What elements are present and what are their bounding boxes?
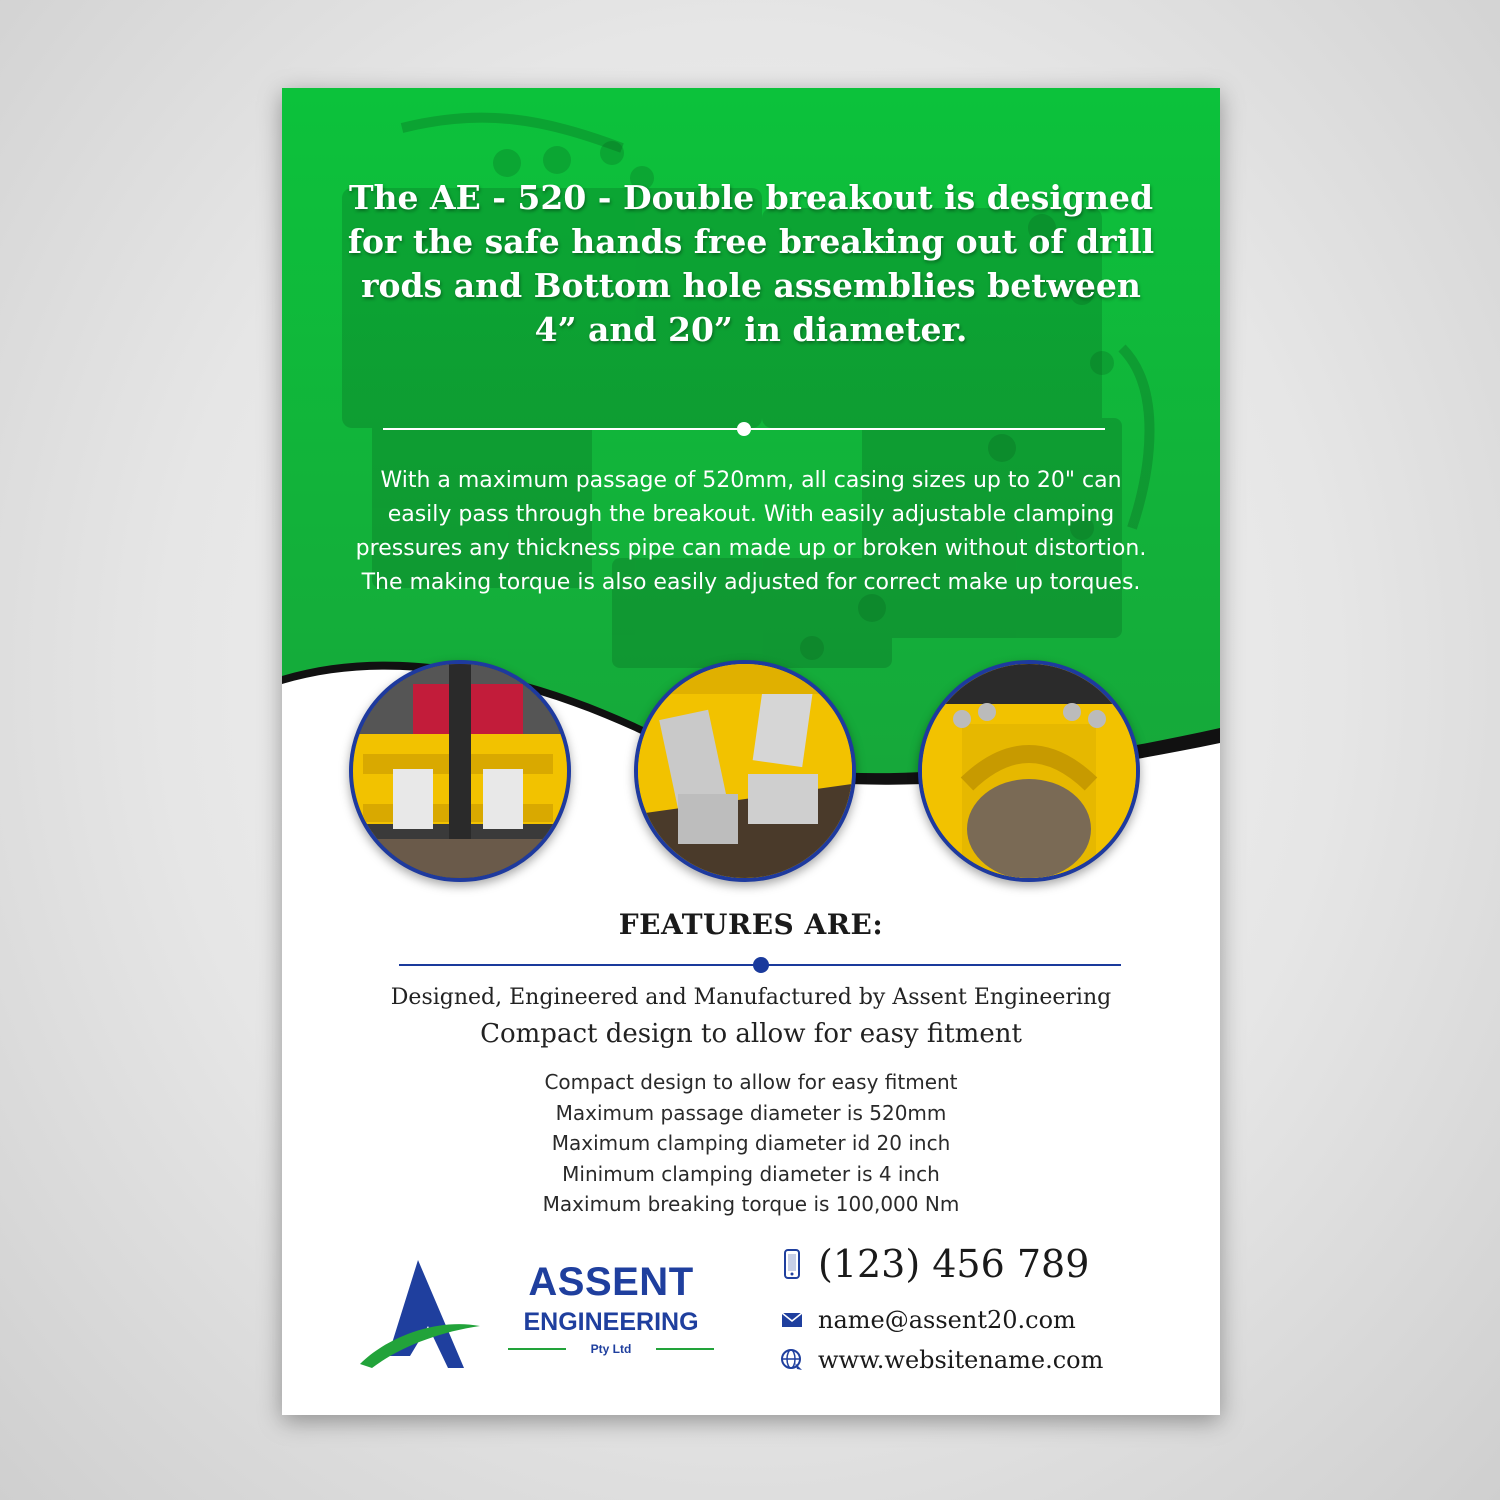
mobile-phone-icon [778,1249,806,1279]
website-url: www.websitename.com [818,1346,1104,1374]
flyer [282,88,1220,1415]
assent-logo [358,1256,718,1376]
feature-item: Compact design to allow for easy fitment [544,1070,958,1094]
hero-divider [383,428,1105,430]
features-title: FEATURES ARE: [618,908,884,941]
contact-phone[interactable] [778,1242,1089,1286]
feature-item: Minimum clamping diameter is 4 inch [562,1161,940,1186]
intro-text: With a maximum passage of 520mm, all casing sizes up to 20" can easily pass through the breakout. With easily adjustable clamping pressures any thickness pipe can made up or broken without distortion. The making torque is also easily adjusted for correct make up torques. [355,468,1147,595]
logo-name: ASSENT [528,1260,694,1304]
feature-item: Maximum clamping diameter id 20 inch [551,1131,951,1155]
logo-mark-icon [358,1256,488,1376]
product-photo-2 [634,660,856,882]
hero-section [282,88,1220,908]
product-photo-3 [918,660,1140,882]
contact-email[interactable] [778,1306,1076,1334]
feature-line-1: Designed, Engineered and Manufactured by Assent Engineering [390,985,1112,1010]
product-photo-1 [349,660,571,882]
features-list [282,1067,1220,1220]
feature-item: Maximum passage diameter is 520mm [555,1100,947,1125]
contact-block [778,1238,1198,1388]
feature-line-2: Compact design to allow for easy fitment [480,1019,1022,1049]
globe-icon [778,1348,806,1372]
email-address: name@assent20.com [818,1306,1076,1334]
features-divider [399,964,1121,966]
logo-tagline: Pty Ltd [590,1342,632,1356]
headline: The AE - 520 - Double breakout is designed for the safe hands free breaking out of drill rods and Bottom hole assemblies between 4” and 20” in diameter. [347,178,1155,349]
logo-tag-line-right [656,1348,714,1350]
divider-dot [737,422,751,436]
phone-number: (123) 456 789 [818,1242,1090,1286]
envelope-icon [778,1312,806,1328]
contact-website[interactable] [778,1346,1103,1374]
logo-subname: ENGINEERING [523,1308,699,1336]
feature-item: Maximum breaking torque is 100,000 Nm [542,1192,960,1216]
divider-dot [753,957,769,973]
